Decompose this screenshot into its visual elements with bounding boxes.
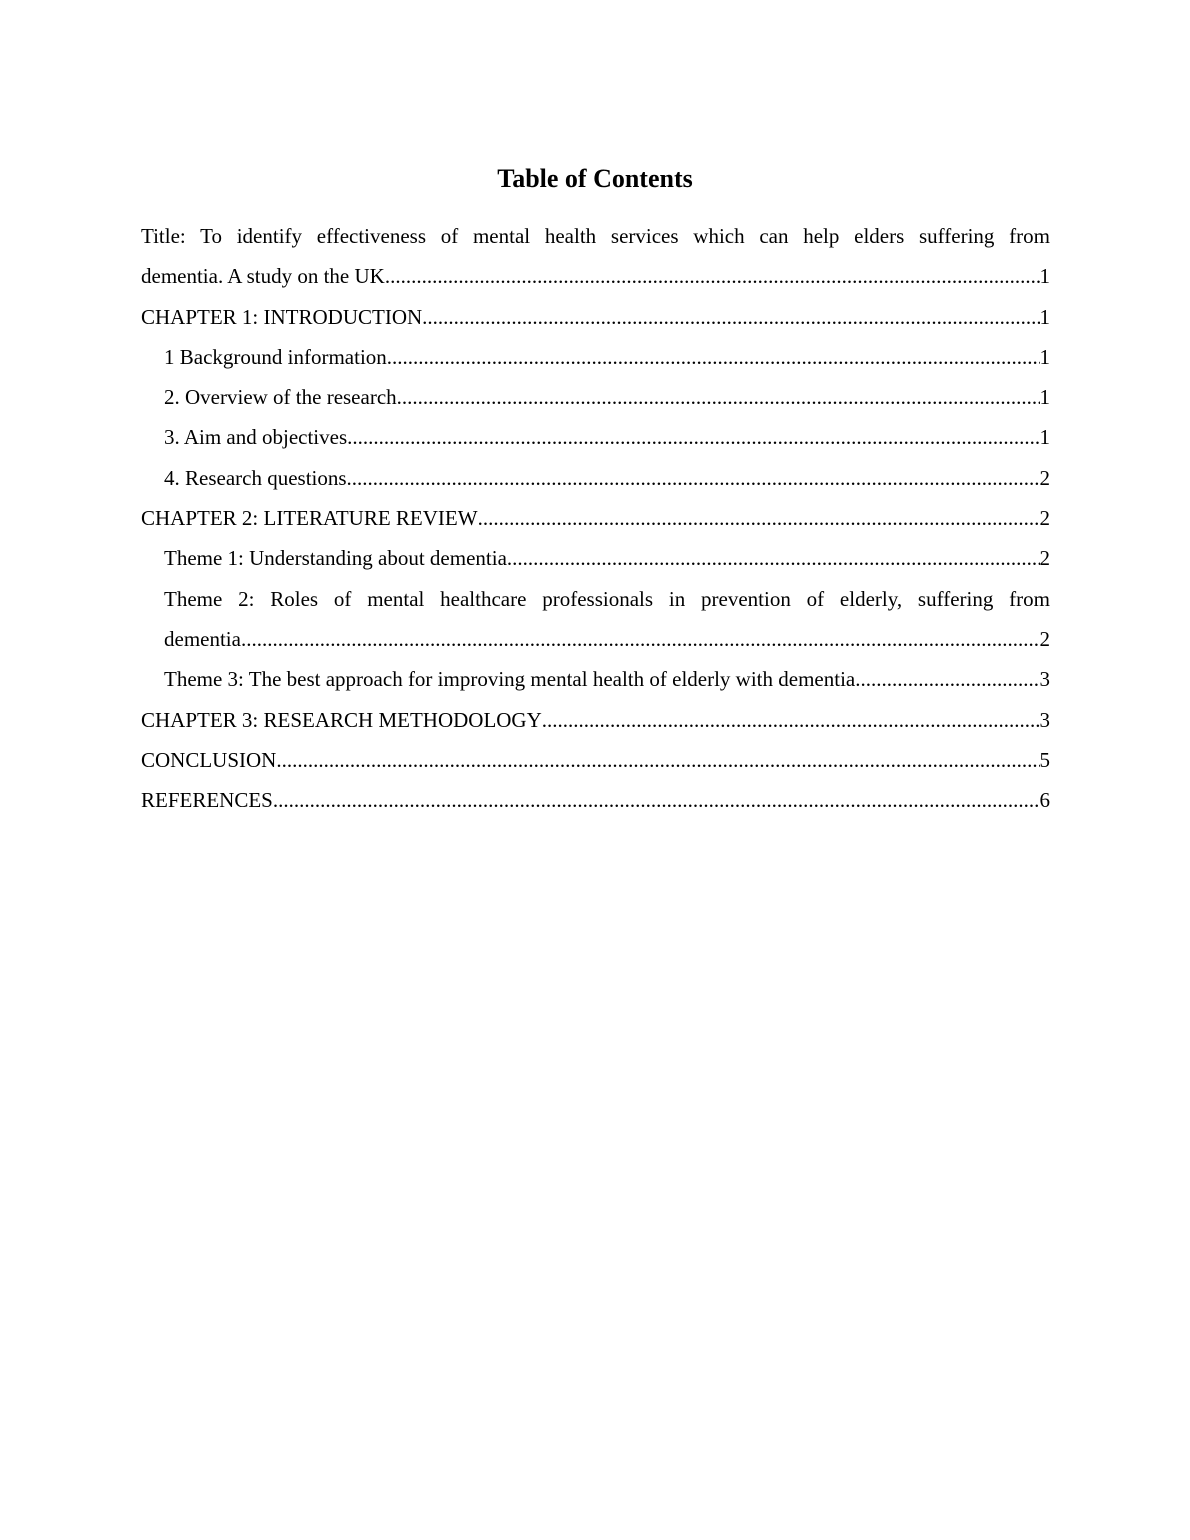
toc-entry-references[interactable] (141, 780, 1050, 820)
toc-page-number: 2 (1039, 465, 1050, 490)
toc-page-number: 1 (1039, 425, 1050, 450)
toc-entry-text: 4. Research questions (164, 465, 347, 490)
toc-entry-overview[interactable] (164, 377, 1050, 417)
dot-leader (241, 619, 1040, 659)
table-of-contents (141, 216, 1050, 820)
dot-leader (347, 417, 1039, 457)
dot-leader (347, 458, 1040, 498)
toc-entry-text: CHAPTER 2: LITERATURE REVIEW (141, 506, 478, 531)
toc-entry-research-questions[interactable] (164, 458, 1050, 498)
toc-page-number: 2 (1039, 626, 1050, 651)
toc-page-number: 1 (1039, 385, 1050, 410)
toc-page-number: 3 (1039, 667, 1050, 692)
toc-entry-text: CHAPTER 3: RESEARCH METHODOLOGY (141, 707, 542, 732)
toc-entry-chapter-1[interactable] (141, 297, 1050, 337)
dot-leader (387, 337, 1040, 377)
toc-entry-background-information[interactable] (164, 337, 1050, 377)
dot-leader (855, 659, 1039, 699)
toc-entry-text: CONCLUSION (141, 747, 277, 772)
toc-heading: Table of Contents (497, 164, 693, 193)
toc-page-number: 2 (1039, 546, 1050, 571)
dot-leader (542, 700, 1040, 740)
dot-leader (273, 780, 1040, 820)
toc-entry-text: REFERENCES (141, 788, 273, 813)
toc-entry-text: 1 Background information (164, 344, 387, 369)
dot-leader (385, 256, 1040, 296)
toc-entry-text: dementia. A study on the UK (141, 264, 385, 289)
toc-page-number: 1 (1039, 304, 1050, 329)
dot-leader (507, 538, 1040, 578)
toc-page-number: 6 (1039, 788, 1050, 813)
dot-leader (478, 498, 1040, 538)
dot-leader (422, 297, 1039, 337)
dot-leader (276, 740, 1039, 780)
toc-entry-text: CHAPTER 1: INTRODUCTION (141, 304, 423, 329)
toc-entry-text: Theme 1: Understanding about dementia (164, 546, 507, 571)
toc-page-number: 5 (1039, 747, 1050, 772)
toc-entry-title[interactable] (141, 216, 1050, 297)
dot-leader (397, 377, 1040, 417)
toc-page-number: 1 (1039, 344, 1050, 369)
toc-entry-text: Theme 3: The best approach for improving mental health of elderly with dementia (164, 667, 856, 692)
toc-entry-theme-2[interactable] (164, 579, 1050, 660)
toc-entry-text: dementia (164, 626, 241, 651)
toc-entry-chapter-2[interactable] (141, 498, 1050, 538)
toc-entry-conclusion[interactable] (141, 740, 1050, 780)
toc-entry-lead: Title: To identify effectiveness of mental health services which can help elders suffering from (141, 224, 1050, 248)
toc-entry-aim-objectives[interactable] (164, 417, 1050, 457)
toc-page-number: 2 (1039, 506, 1050, 531)
toc-entry-chapter-3[interactable] (141, 700, 1050, 740)
toc-page-number: 3 (1039, 707, 1050, 732)
toc-entry-text: 3. Aim and objectives (164, 425, 348, 450)
toc-entry-theme-1[interactable] (164, 538, 1050, 578)
toc-page-number: 1 (1039, 264, 1050, 289)
toc-entry-text: 2. Overview of the research (164, 385, 397, 410)
toc-entry-theme-3[interactable] (164, 659, 1050, 699)
toc-entry-lead: Theme 2: Roles of mental healthcare professionals in prevention of elderly, suffering from (164, 586, 1050, 611)
